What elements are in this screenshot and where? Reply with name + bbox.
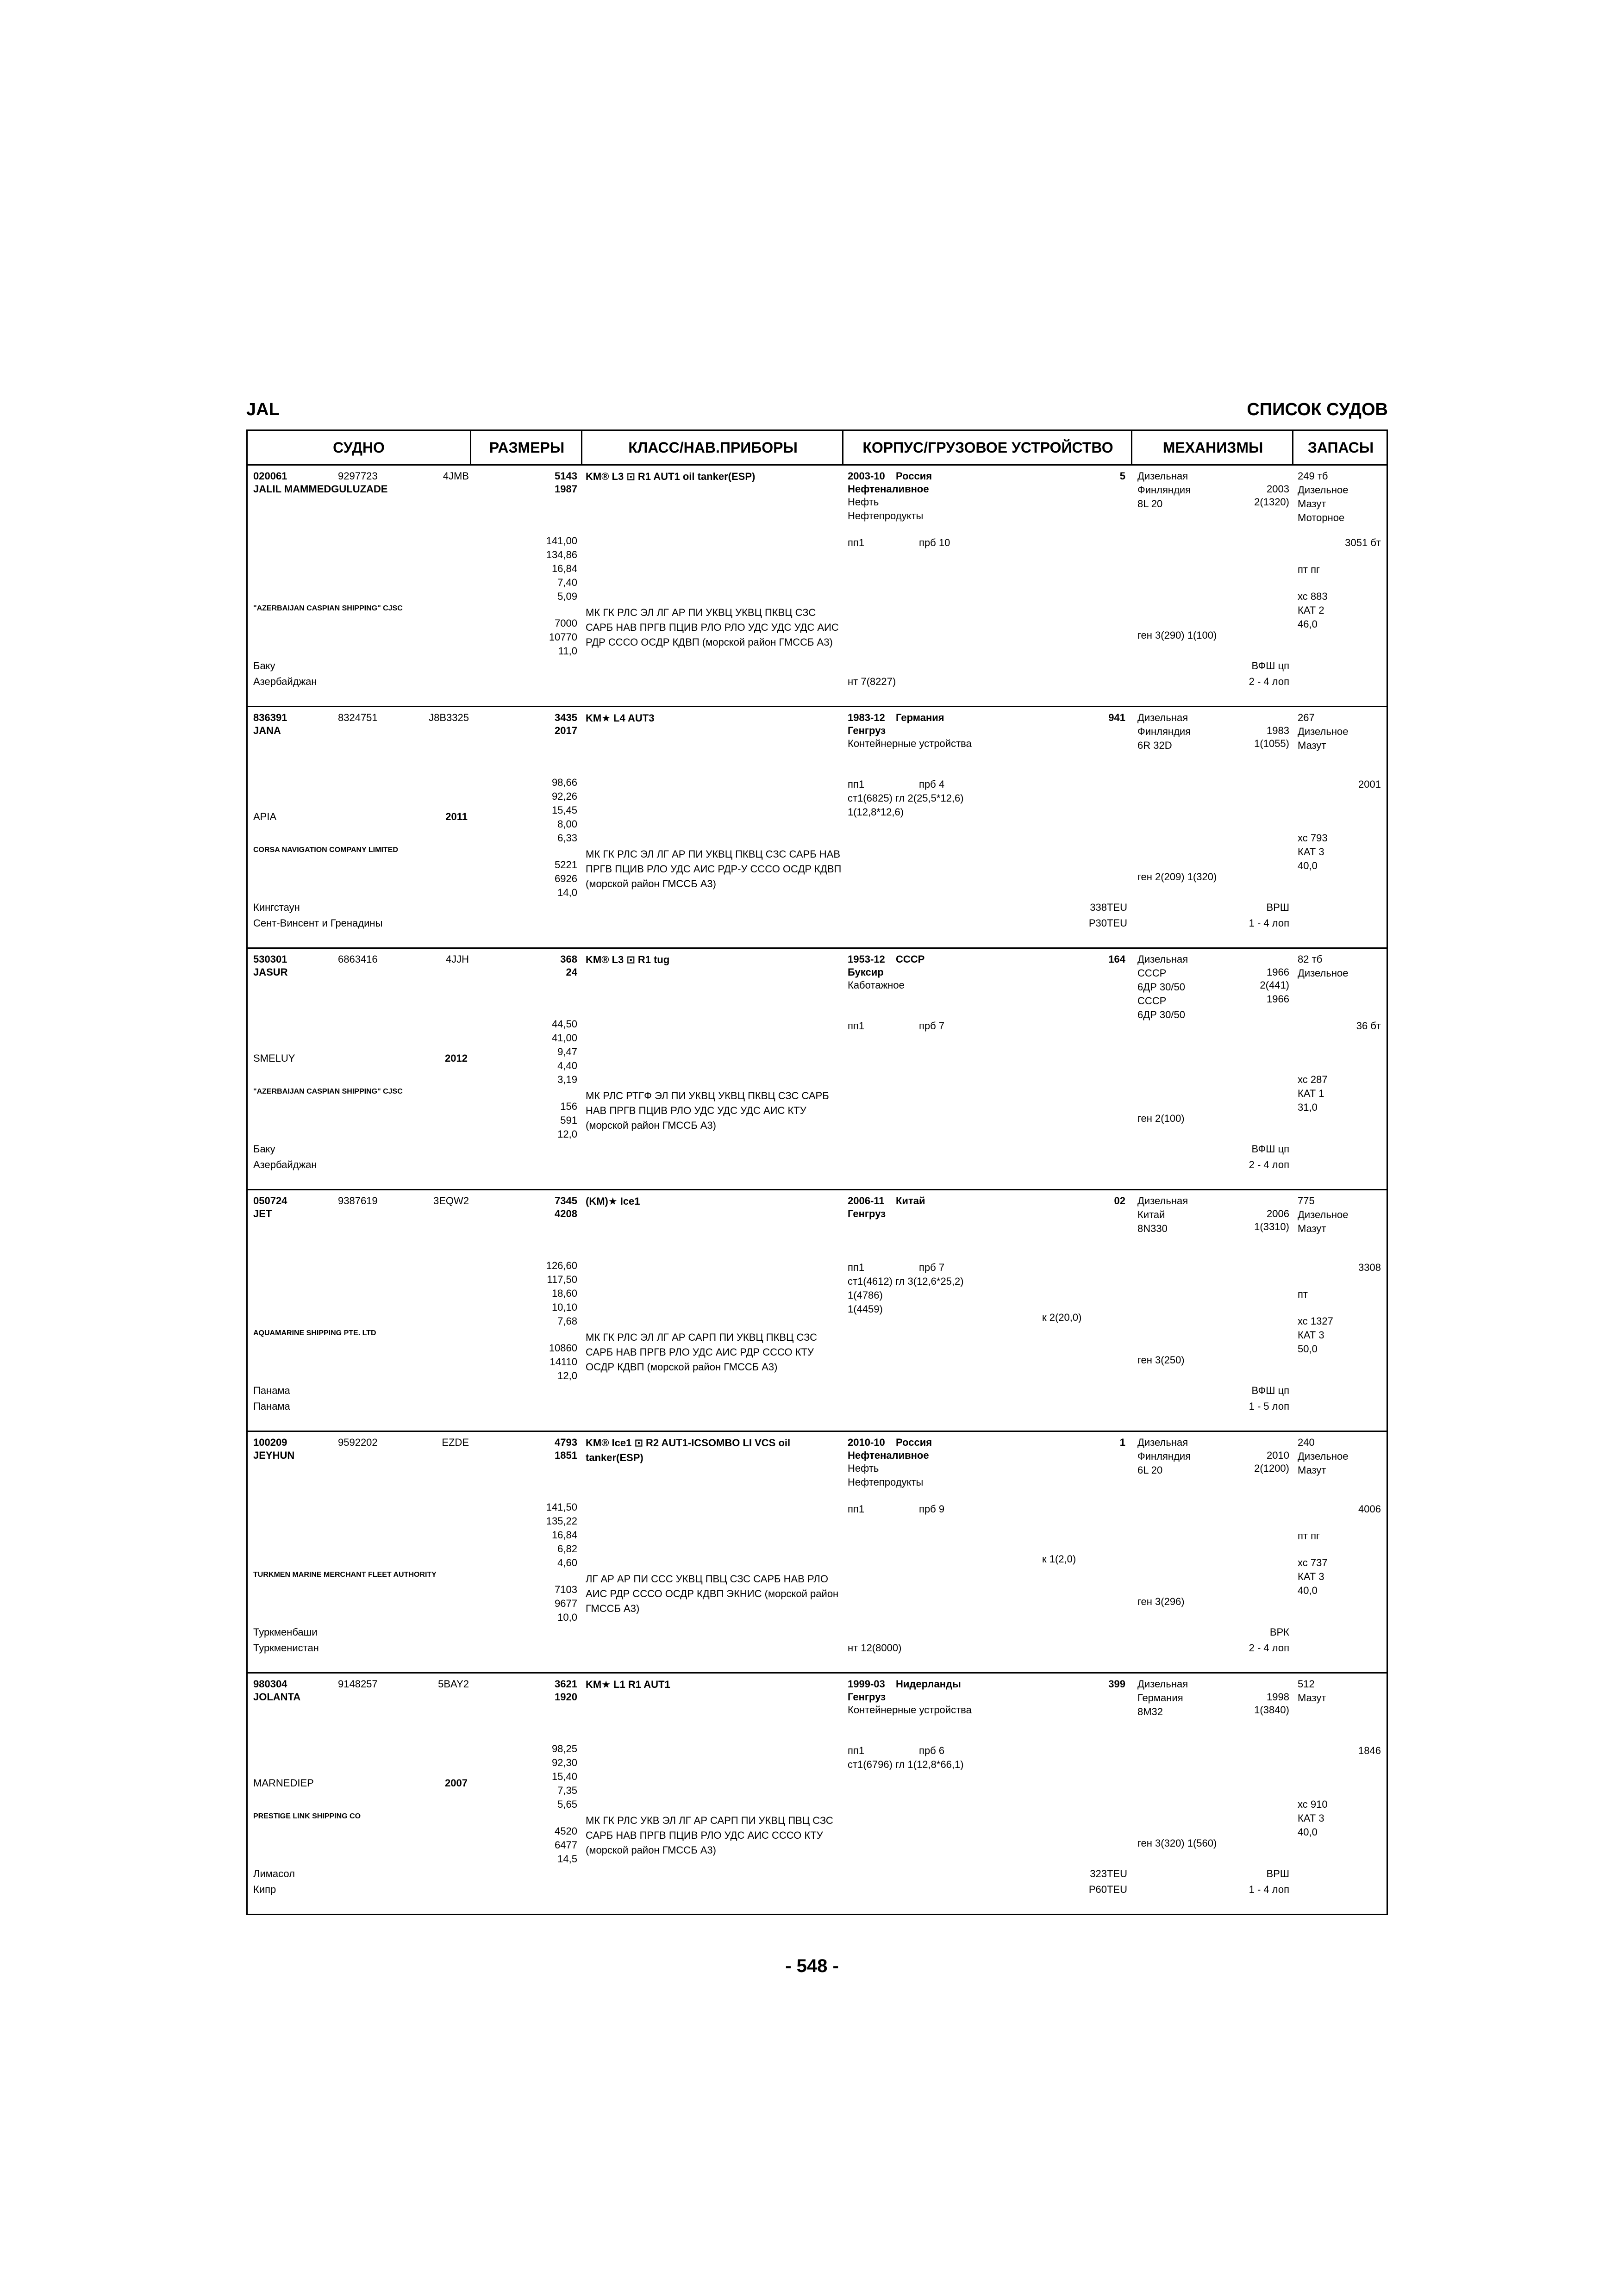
engine-info: 8N330 [1137, 1223, 1168, 1234]
engine-info: Дизельная [1137, 470, 1188, 482]
home-port: Кингстаун [253, 902, 300, 913]
yard-number: 941 [1108, 712, 1125, 723]
ship-type: Генгруз [848, 1691, 886, 1703]
imo-number: 9592202 [338, 1437, 378, 1448]
registry-number: 020061 [253, 470, 287, 482]
dimension-value: 16,84 [551, 563, 577, 574]
ship-entry [248, 1674, 1387, 1914]
class-notation: KM★ L4 AUT3 [586, 712, 655, 724]
engine-info: Дизельная [1137, 1678, 1188, 1690]
registry-number: 980304 [253, 1678, 287, 1690]
ship-name: JET [253, 1208, 272, 1220]
former-name-year: 2007 [445, 1777, 468, 1789]
stores-ballast: 3308 [1358, 1262, 1381, 1273]
flag-state: Азербайджан [253, 676, 317, 687]
engine-info: 6ДР 30/50 [1137, 1009, 1185, 1020]
dimension-value: 7,68 [557, 1315, 577, 1327]
engine-info: 6R 32D [1137, 740, 1172, 751]
class-notation: KM® L3 ⊡ R1 AUT1 oil tanker(ESP) [586, 471, 756, 482]
page-header-left: JAL [246, 400, 280, 419]
dimension-value: 18,60 [551, 1288, 577, 1299]
stores-fuel: Мазут [1298, 1223, 1326, 1234]
build-country: Германия [896, 712, 944, 723]
engine-info: Дизельная [1137, 1195, 1188, 1207]
stores-crew: хс 793 [1298, 832, 1328, 844]
home-port: Панама [253, 1385, 290, 1396]
cargo-type: Нефтепродукты [848, 510, 924, 522]
hull-hatch: 1(4459) [848, 1303, 883, 1315]
hull-decks: пп1 [848, 1020, 865, 1032]
propeller: ВФШ цп [1251, 1385, 1289, 1396]
deadweight-value: 7000 [555, 617, 577, 629]
engine-info: СССР [1137, 967, 1167, 979]
stores-crew: КАТ 3 [1298, 1329, 1324, 1341]
propeller: ВФШ цп [1251, 1143, 1289, 1155]
hull-decks: пп1 [848, 537, 865, 548]
stores-fuel: Мазут [1298, 1692, 1326, 1704]
deadweight-value: 11,0 [558, 645, 577, 657]
deadweight-value: 14,0 [557, 887, 577, 898]
home-port: Баку [253, 1143, 275, 1155]
call-sign: 3EQW2 [433, 1195, 469, 1207]
deadweight-value: 10860 [549, 1342, 577, 1354]
dimension-value: 141,00 [546, 535, 577, 547]
owner-name: CORSA NAVIGATION COMPANY LIMITED [253, 846, 398, 854]
hull-cranes: к 2(20,0) [1042, 1312, 1082, 1323]
owner-name: "AZERBAIJAN CASPIAN SHIPPING" CJSC [253, 1088, 403, 1095]
deadweight-value: 6926 [555, 873, 577, 884]
stores-crew: 50,0 [1298, 1343, 1318, 1355]
hull-bulkheads: прб 4 [919, 778, 945, 790]
hull-decks: пп1 [848, 1503, 865, 1515]
flag-state: Азербайджан [253, 1159, 317, 1170]
engine-info: Дизельная [1137, 1437, 1188, 1448]
stores-crew: 40,0 [1298, 1826, 1318, 1838]
engine-info: Дизельная [1137, 712, 1188, 723]
cargo-type: Нефть [848, 1462, 879, 1474]
stores-ballast: 3051 бт [1345, 537, 1381, 548]
yard-number: 1 [1119, 1437, 1125, 1448]
generators: ген 2(100) [1137, 1113, 1185, 1124]
flag-state: Сент-Винсент и Гренадины [253, 917, 383, 929]
deadweight-value: 4520 [555, 1825, 577, 1837]
engine-info: Китай [1137, 1209, 1165, 1220]
engine-info: Германия [1137, 1692, 1183, 1704]
stores-ballast: 4006 [1358, 1503, 1381, 1515]
stores-fuel: 267 [1298, 712, 1315, 723]
engine-info: СССР [1137, 995, 1167, 1007]
net-tonnage: 1851 [555, 1450, 577, 1461]
ship-name: JANA [253, 725, 281, 736]
home-port: Туркменбаши [253, 1626, 318, 1638]
dimension-value: 15,40 [551, 1771, 577, 1782]
dimension-value: 141,50 [546, 1501, 577, 1513]
deadweight-value: 12,0 [557, 1128, 577, 1140]
stores-crew: КАТ 1 [1298, 1088, 1324, 1099]
column-header-row [248, 431, 1387, 466]
net-tonnage: 1920 [555, 1691, 577, 1703]
build-date: 1983-12 [848, 712, 885, 723]
page-header-right: СПИСОК СУДОВ [1247, 400, 1388, 419]
engine-year: 2003 [1267, 483, 1289, 495]
navigation-equipment: МК ГК РЛС ЭЛ ЛГ АР ПИ УКВЦ УКВЦ ПКВЦ СЗС САРБ НАВ ПРГВ ПЦИВ РЛО РЛО УДС УДС УДС АИС РДР СССО ОСДР КДВП (морской район ГМССБ А3) [586, 607, 839, 648]
imo-number: 8324751 [338, 712, 378, 723]
build-country: Россия [896, 470, 932, 482]
flag-state: Панама [253, 1400, 290, 1412]
stores-fire: пт [1298, 1288, 1308, 1300]
cargo-type: Нефтепродукты [848, 1476, 924, 1488]
hull-decks: пп1 [848, 1745, 865, 1756]
ship-name: JALIL MAMMEDGULUZADE [253, 483, 388, 495]
stores-crew: хс 1327 [1298, 1315, 1333, 1327]
propeller: ВРК [1269, 1626, 1289, 1638]
dimension-value: 6,33 [557, 832, 577, 844]
net-tonnage: 4208 [555, 1208, 577, 1220]
deadweight-value: 12,0 [557, 1370, 577, 1381]
container-capacity: P60TEU [1088, 1884, 1127, 1895]
stores-fuel: Дизельное [1298, 967, 1349, 979]
stores-fuel: 775 [1298, 1195, 1315, 1207]
engine-year: 2006 [1267, 1208, 1289, 1220]
engine-info: 6ДР 30/50 [1137, 981, 1185, 993]
stores-ballast: 1846 [1358, 1745, 1381, 1756]
former-name: MARNEDIEP [253, 1777, 314, 1789]
gross-tonnage: 7345 [555, 1195, 577, 1207]
engine-info: 6L 20 [1137, 1464, 1163, 1476]
imo-number: 6863416 [338, 953, 378, 965]
propeller-blades: 1 - 5 лоп [1249, 1400, 1289, 1412]
stores-fuel: Дизельное [1298, 726, 1349, 737]
imo-number: 9387619 [338, 1195, 378, 1207]
stores-crew: 31,0 [1298, 1101, 1318, 1113]
net-tonnage: 2017 [555, 725, 577, 736]
build-date: 2003-10 [848, 470, 885, 482]
registry-number: 530301 [253, 953, 287, 965]
yard-number: 5 [1119, 470, 1125, 482]
hull-bulkheads: прб 7 [919, 1020, 945, 1032]
container-capacity: 323TEU [1090, 1868, 1127, 1879]
generators: ген 3(290) 1(100) [1137, 629, 1217, 641]
imo-number: 9148257 [338, 1678, 378, 1690]
net-tonnage: 24 [566, 966, 577, 978]
dimension-value: 4,60 [557, 1557, 577, 1568]
hull-tanks: нт 12(8000) [848, 1642, 902, 1654]
ship-name: JEYHUN [253, 1450, 295, 1461]
home-port: Лимасол [253, 1868, 295, 1879]
container-capacity: 338TEU [1090, 902, 1127, 913]
class-notation: KM® Ice1 ⊡ R2 AUT1-ICSOMBO LI VCS oil tanker(ESP) [586, 1437, 791, 1463]
hull-hatch: 1(4786) [848, 1289, 883, 1301]
deadweight-value: 5221 [555, 859, 577, 871]
call-sign: 5BAY2 [438, 1678, 469, 1690]
deadweight-value: 14,5 [557, 1853, 577, 1865]
build-country: СССР [896, 953, 925, 965]
ship-entry [248, 1190, 1387, 1432]
column-header-machinery: МЕХАНИЗМЫ [1131, 431, 1293, 464]
stores-ballast: 2001 [1358, 778, 1381, 790]
deadweight-value: 6477 [555, 1839, 577, 1851]
stores-crew: КАТ 2 [1298, 604, 1324, 616]
owner-name: PRESTIGE LINK SHIPPING CO [253, 1812, 361, 1820]
navigation-equipment: МК РЛС РТГФ ЭЛ ПИ УКВЦ УКВЦ ПКВЦ СЗС САРБ НАВ ПРГВ ПЦИВ РЛО УДС УДС УДС АИС КТУ (морской район ГМССБ А3) [586, 1090, 829, 1131]
ship-entry [248, 466, 1387, 707]
ship-entry [248, 1432, 1387, 1674]
dimension-value: 7,40 [557, 577, 577, 588]
hull-hatch: ст1(6825) гл 2(25,5*12,6) [848, 792, 964, 804]
dimension-value: 15,45 [551, 804, 577, 816]
engine-year: 2010 [1267, 1450, 1289, 1461]
navigation-equipment: ЛГ АР АР ПИ ССС УКВЦ ПВЦ СЗС САРБ НАВ РЛО АИС РДР СССО ОСДР КДВП ЭКНИС (морской район ГМССБ А3) [586, 1573, 839, 1614]
hull-decks: пп1 [848, 778, 865, 790]
gross-tonnage: 368 [560, 953, 577, 965]
engine-year: 1983 [1267, 725, 1289, 736]
propeller: ВРШ [1266, 902, 1289, 913]
dimension-value: 9,47 [557, 1046, 577, 1058]
dimension-value: 126,60 [546, 1260, 577, 1271]
yard-number: 399 [1108, 1678, 1125, 1690]
generators: ген 3(296) [1137, 1596, 1185, 1607]
engine-year-second: 1966 [1267, 993, 1289, 1005]
hull-hatch: 1(12,8*12,6) [848, 806, 904, 818]
registry-number: 100209 [253, 1437, 287, 1448]
engine-power: 1(3840) [1254, 1704, 1289, 1716]
owner-name: TURKMEN MARINE MERCHANT FLEET AUTHORITY [253, 1571, 437, 1579]
dimension-value: 7,35 [557, 1785, 577, 1796]
class-notation: KM® L3 ⊡ R1 tug [586, 954, 670, 965]
dimension-value: 98,66 [551, 777, 577, 788]
dimension-value: 41,00 [551, 1032, 577, 1044]
build-country: Китай [896, 1195, 925, 1207]
dimension-value: 92,30 [551, 1757, 577, 1768]
engine-info: 8L 20 [1137, 498, 1163, 510]
column-header-dimensions: РАЗМЕРЫ [470, 431, 582, 464]
gross-tonnage: 4793 [555, 1437, 577, 1448]
stores-fuel: 240 [1298, 1437, 1315, 1448]
stores-fuel: Мазут [1298, 498, 1326, 510]
hull-bulkheads: прб 7 [919, 1262, 945, 1273]
dimension-value: 16,84 [551, 1529, 577, 1541]
stores-crew: хс 910 [1298, 1798, 1328, 1810]
engine-info: Финляндия [1137, 726, 1191, 737]
column-header-hull: КОРПУС/ГРУЗОВОЕ УСТРОЙСТВО [842, 431, 1132, 464]
hull-cranes: к 1(2,0) [1042, 1553, 1076, 1565]
engine-power: 1(1055) [1254, 738, 1289, 749]
deadweight-value: 9677 [555, 1598, 577, 1609]
ship-type: Нефтеналивное [848, 1450, 929, 1461]
container-capacity: P30TEU [1088, 917, 1127, 929]
deadweight-value: 10770 [549, 631, 577, 643]
ship-register-table [246, 429, 1388, 1915]
propeller-blades: 2 - 4 лоп [1249, 1642, 1289, 1654]
propeller-blades: 1 - 4 лоп [1249, 1884, 1289, 1895]
ship-type: Буксир [848, 966, 884, 978]
stores-fuel: Мазут [1298, 1464, 1326, 1476]
dimension-value: 3,19 [557, 1074, 577, 1085]
stores-crew: 40,0 [1298, 1585, 1318, 1596]
stores-fuel: Дизельное [1298, 1450, 1349, 1462]
cargo-type: Нефть [848, 496, 879, 508]
hull-tanks: нт 7(8227) [848, 676, 896, 687]
stores-crew: КАТ 3 [1298, 846, 1324, 858]
dimension-value: 135,22 [546, 1515, 577, 1527]
dimension-value: 6,82 [557, 1543, 577, 1555]
yard-number: 02 [1114, 1195, 1125, 1207]
stores-ballast: 36 бт [1356, 1020, 1381, 1032]
ship-type: Генгруз [848, 1208, 886, 1220]
former-name: SMELUY [253, 1052, 295, 1064]
propeller-blades: 2 - 4 лоп [1249, 676, 1289, 687]
column-header-ship: СУДНО [333, 439, 385, 456]
engine-power: 2(1200) [1254, 1462, 1289, 1474]
dimension-value: 92,26 [551, 790, 577, 802]
column-header-stores: ЗАПАСЫ [1292, 431, 1388, 464]
home-port: Баку [253, 660, 275, 672]
owner-name: "AZERBAIJAN CASPIAN SHIPPING" CJSC [253, 604, 403, 612]
build-date: 2010-10 [848, 1437, 885, 1448]
dimension-value: 5,65 [557, 1798, 577, 1810]
stores-fuel: Моторное [1298, 512, 1345, 523]
ship-entry [248, 707, 1387, 949]
dimension-value: 4,40 [557, 1060, 577, 1071]
dimension-value: 98,25 [551, 1743, 577, 1755]
navigation-equipment: МК ГК РЛС ЭЛ ЛГ АР ПИ УКВЦ ПКВЦ СЗС САРБ НАВ ПРГВ ПЦИВ РЛО УДС АИС РДР-У СССО ОСДР КДВП (морской район ГМССБ А3) [586, 848, 842, 890]
class-notation: KM★ L1 R1 AUT1 [586, 1679, 670, 1690]
hull-hatch: ст1(6796) гл 1(12,8*66,1) [848, 1759, 964, 1770]
gross-tonnage: 3621 [555, 1678, 577, 1690]
call-sign: 4JMB [443, 470, 469, 482]
stores-fuel: 512 [1298, 1678, 1315, 1690]
hull-bulkheads: прб 10 [919, 537, 950, 548]
imo-number: 9297723 [338, 470, 378, 482]
stores-crew: хс 737 [1298, 1557, 1328, 1568]
navigation-equipment: МК ГК РЛС УКВ ЭЛ ЛГ АР САРП ПИ УКВЦ ПВЦ СЗС САРБ НАВ ПРГВ ПЦИВ РЛО УДС АИС СССО КТУ (морской район ГМССБ А3) [586, 1815, 833, 1856]
navigation-equipment: МК ГК РЛС ЭЛ ЛГ АР САРП ПИ УКВЦ ПКВЦ СЗС САРБ НАВ ПРГВ РЛО УДС АИС РДР СССО КТУ ОСДР КДВП (морской район ГМССБ А3) [586, 1332, 818, 1373]
stores-crew: 40,0 [1298, 860, 1318, 871]
stores-fuel: Мазут [1298, 740, 1326, 751]
engine-info: 8M32 [1137, 1706, 1163, 1717]
stores-fuel: 82 тб [1298, 953, 1323, 965]
gross-tonnage: 5143 [555, 470, 577, 482]
engine-power: 2(1320) [1254, 496, 1289, 508]
engine-power: 2(441) [1260, 979, 1289, 991]
build-date: 1953-12 [848, 953, 885, 965]
stores-fuel: Дизельное [1298, 1209, 1349, 1220]
engine-power: 1(3310) [1254, 1221, 1289, 1232]
ship-name: JASUR [253, 966, 288, 978]
ship-type: Генгруз [848, 725, 886, 736]
former-name-year: 2012 [445, 1052, 468, 1064]
cargo-type: Каботажное [848, 979, 905, 991]
page-number: - 548 - [785, 1956, 839, 1976]
stores-fire: пт пг [1298, 564, 1320, 575]
stores-crew: хс 287 [1298, 1074, 1328, 1085]
deadweight-value: 10,0 [557, 1612, 577, 1623]
call-sign: J8B3325 [429, 712, 469, 723]
stores-crew: 46,0 [1298, 618, 1318, 630]
propeller: ВФШ цп [1251, 660, 1289, 672]
build-date: 2006-11 [848, 1195, 885, 1207]
ship-type: Нефтеналивное [848, 483, 929, 495]
generators: ген 3(320) 1(560) [1137, 1837, 1217, 1849]
build-date: 1999-03 [848, 1678, 885, 1690]
ship-entries [248, 466, 1387, 1914]
gross-tonnage: 3435 [555, 712, 577, 723]
stores-crew: КАТ 3 [1298, 1812, 1324, 1824]
dimension-value: 8,00 [557, 818, 577, 830]
engine-year: 1998 [1267, 1691, 1289, 1703]
dimension-value: 117,50 [547, 1274, 577, 1285]
dimension-value: 5,09 [557, 591, 577, 602]
owner-name: AQUAMARINE SHIPPING PTE. LTD [253, 1329, 376, 1337]
stores-crew: хс 883 [1298, 591, 1328, 602]
net-tonnage: 1987 [555, 483, 577, 495]
stores-fire: пт пг [1298, 1530, 1320, 1542]
engine-info: Финляндия [1137, 484, 1191, 496]
cargo-type: Контейнерные устройства [848, 1704, 972, 1716]
dimension-value: 10,10 [551, 1301, 577, 1313]
generators: ген 2(209) 1(320) [1137, 871, 1217, 883]
call-sign: 4JJH [445, 953, 469, 965]
column-header-class: КЛАСС/НАВ.ПРИБОРЫ [581, 431, 843, 464]
build-country: Нидерланды [896, 1678, 961, 1690]
propeller-blades: 1 - 4 лоп [1249, 917, 1289, 929]
stores-fuel: Дизельное [1298, 484, 1349, 496]
former-name-year: 2011 [445, 811, 468, 822]
registry-number: 050724 [253, 1195, 287, 1207]
ship-name: JOLANTA [253, 1691, 301, 1703]
stores-crew: КАТ 3 [1298, 1571, 1324, 1582]
dimension-value: 44,50 [551, 1018, 577, 1030]
registry-number: 836391 [253, 712, 287, 723]
call-sign: EZDE [442, 1437, 469, 1448]
engine-year: 1966 [1267, 966, 1289, 978]
ship-entry [248, 949, 1387, 1190]
hull-bulkheads: прб 9 [919, 1503, 945, 1515]
build-country: Россия [896, 1437, 932, 1448]
engine-info: Финляндия [1137, 1450, 1191, 1462]
hull-hatch: ст1(4612) гл 3(12,6*25,2) [848, 1276, 964, 1287]
flag-state: Туркменистан [253, 1642, 319, 1654]
deadweight-value: 14110 [550, 1356, 577, 1368]
cargo-type: Контейнерные устройства [848, 738, 972, 749]
stores-fuel: 249 тб [1298, 470, 1328, 482]
propeller-blades: 2 - 4 лоп [1249, 1159, 1289, 1170]
dimension-value: 134,86 [546, 549, 577, 560]
former-name: APIA [253, 811, 277, 822]
generators: ген 3(250) [1137, 1354, 1185, 1366]
deadweight-value: 156 [560, 1101, 577, 1112]
hull-bulkheads: прб 6 [919, 1745, 945, 1756]
hull-decks: пп1 [848, 1262, 865, 1273]
class-notation: (KM)★ Ice1 [586, 1195, 640, 1207]
yard-number: 164 [1108, 953, 1125, 965]
propeller: ВРШ [1266, 1868, 1289, 1879]
flag-state: Кипр [253, 1884, 276, 1895]
deadweight-value: 591 [560, 1114, 577, 1126]
deadweight-value: 7103 [555, 1584, 577, 1595]
engine-info: Дизельная [1137, 953, 1188, 965]
